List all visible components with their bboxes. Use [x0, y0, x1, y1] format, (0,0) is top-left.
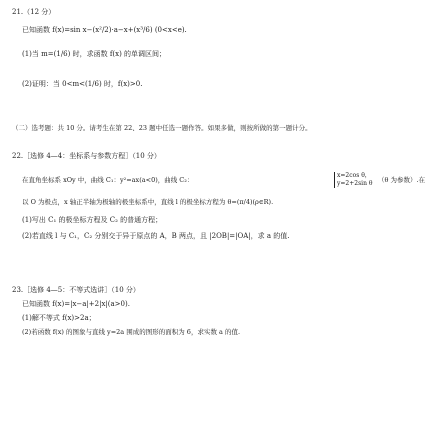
- q21-part2: (2)证明：当 0<m<(1/6) 时，f(x)>0.: [22, 80, 143, 88]
- q21-stem: 已知函数 f(x)=sin x−(x²/2)·a−x+(x³/6) (0<x<e).: [22, 26, 187, 34]
- q22-line2: 以 O 为极点，x 轴正半轴为极轴的极坐标系中，直线 l 的极坐标方程为 θ=(π/4)(ρ∈R).: [22, 198, 274, 206]
- q22-header: 22.［选修 4—4：坐标系与参数方程］（10 分）: [12, 152, 161, 160]
- q23-part2: (2)若函数 f(x) 的图象与直线 y=2a 围成的图形的面积为 6，求实数 a 的值.: [22, 328, 241, 336]
- q23-header: 23.［选修 4—5：不等式选讲］（10 分）: [12, 286, 140, 294]
- q22-sys-x: x=2cos θ，: [337, 172, 371, 179]
- q22-line1: 在直角坐标系 xOy 中，曲线 C₁：y²=ax(a<0)，曲线 C₂：: [22, 176, 194, 184]
- elective-instruction: （二）选考题：共 10 分。请考生在第 22、23 题中任选一题作答。如果多做，则按所做的第一题计分。: [12, 124, 312, 132]
- q22-sys-y: y=2+2sin θ: [337, 180, 373, 188]
- q23-part1: (1)解不等式 f(x)>2a；: [22, 314, 96, 322]
- q21-header: 21.（12 分）: [12, 8, 56, 16]
- q22-part2: (2)若直线 l 与 C₁，C₂ 分别交于异于原点的 A，B 两点，且 |2OB|=|OA|，求 a 的值.: [22, 232, 290, 240]
- q23-stem: 已知函数 f(x)=|x−a|+2|x|(a>0).: [22, 300, 130, 308]
- q21-part1: (1)当 m=(1/6) 时，求函数 f(x) 的单调区间；: [22, 50, 167, 58]
- q22-param-system: [334, 172, 372, 188]
- q22-part1: (1)写出 C₁ 的极坐标方程及 C₂ 的普通方程；: [22, 216, 163, 224]
- q22-line1-tail: （θ 为参数）.在: [378, 176, 426, 184]
